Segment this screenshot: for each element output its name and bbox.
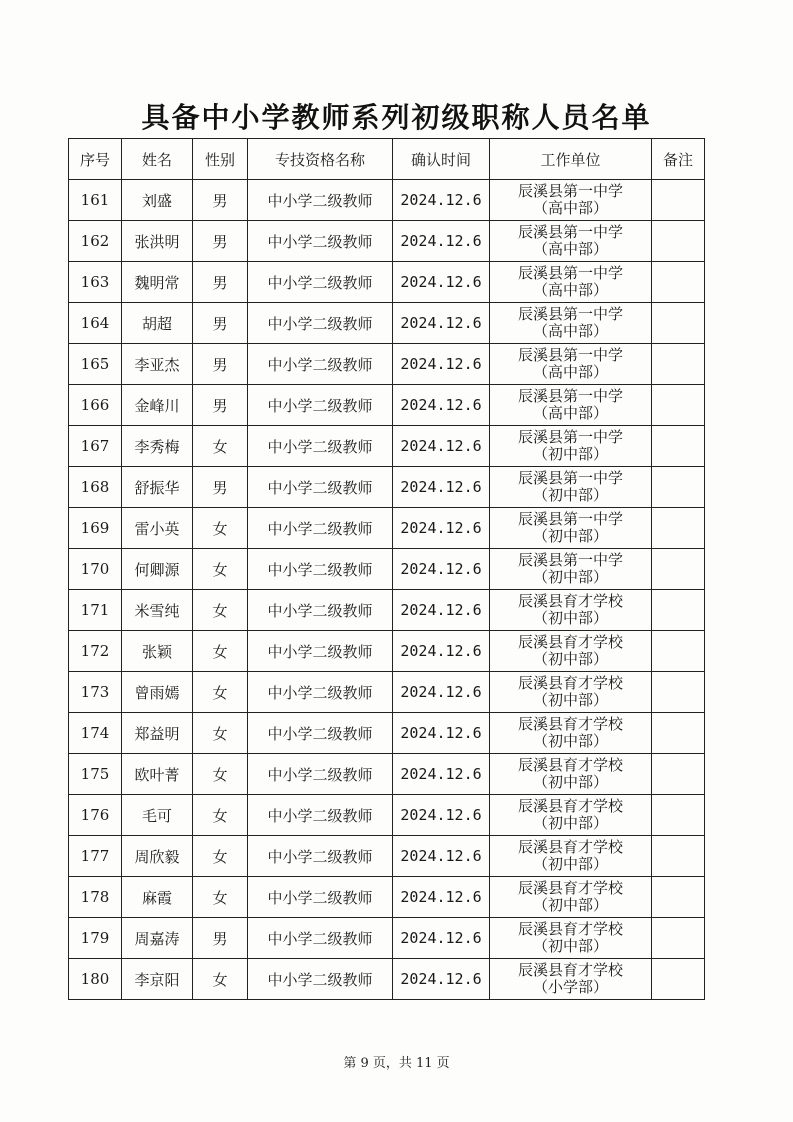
cell-note [652,385,705,426]
unit-school: 辰溪县第一中学 [517,264,623,282]
cell-name: 周欣毅 [122,836,193,877]
cell-qualification: 中小学二级教师 [248,508,393,549]
cell-note [652,221,705,262]
header-name: 姓名 [122,139,193,180]
cell-note [652,877,705,918]
cell-unit [490,508,652,549]
unit-division: （初中部） [532,609,608,627]
unit-school: 辰溪县育才学校 [517,674,623,692]
cell-no: 176 [69,795,122,836]
unit-division: （初中部） [532,855,608,873]
page-title: 具备中小学教师系列初级职称人员名单 [141,101,652,134]
unit-school: 辰溪县育才学校 [517,715,623,733]
cell-no: 161 [69,180,122,221]
cell-sex: 男 [193,385,248,426]
unit-division: （小学部） [532,978,608,996]
cell-note [652,836,705,877]
unit-division: （初中部） [532,568,608,586]
cell-sex: 女 [193,713,248,754]
cell-date: 2024.12.6 [393,713,490,754]
cell-date: 2024.12.6 [393,385,490,426]
table-row [69,672,705,713]
cell-sex: 女 [193,836,248,877]
cell-date: 2024.12.6 [393,795,490,836]
cell-qualification: 中小学二级教师 [248,590,393,631]
cell-date: 2024.12.6 [393,467,490,508]
unit-school: 辰溪县第一中学 [517,387,623,405]
cell-sex: 女 [193,795,248,836]
cell-qualification: 中小学二级教师 [248,385,393,426]
cell-sex: 女 [193,549,248,590]
unit-division: （高中部） [532,322,608,340]
cell-qualification: 中小学二级教师 [248,754,393,795]
cell-name: 米雪纯 [122,590,193,631]
unit-school: 辰溪县育才学校 [517,592,623,610]
table-row [69,959,705,1000]
unit-division: （初中部） [532,732,608,750]
cell-unit [490,631,652,672]
unit-division: （高中部） [532,404,608,422]
cell-qualification: 中小学二级教师 [248,344,393,385]
cell-name: 李秀梅 [122,426,193,467]
unit-division: （初中部） [532,896,608,914]
cell-date: 2024.12.6 [393,262,490,303]
cell-no: 171 [69,590,122,631]
cell-note [652,754,705,795]
cell-unit [490,836,652,877]
cell-note [652,549,705,590]
cell-name: 李京阳 [122,959,193,1000]
unit-school: 辰溪县第一中学 [517,428,623,446]
cell-name: 雷小英 [122,508,193,549]
cell-no: 170 [69,549,122,590]
unit-school: 辰溪县第一中学 [517,469,623,487]
cell-date: 2024.12.6 [393,180,490,221]
cell-qualification: 中小学二级教师 [248,180,393,221]
cell-sex: 女 [193,631,248,672]
table-row [69,631,705,672]
cell-no: 162 [69,221,122,262]
cell-qualification: 中小学二级教师 [248,221,393,262]
unit-division: （高中部） [532,363,608,381]
header-qualification: 专技资格名称 [248,139,393,180]
cell-qualification: 中小学二级教师 [248,713,393,754]
cell-sex: 女 [193,877,248,918]
cell-date: 2024.12.6 [393,672,490,713]
cell-sex: 女 [193,754,248,795]
unit-division: （初中部） [532,691,608,709]
cell-name: 曾雨嫣 [122,672,193,713]
unit-school: 辰溪县育才学校 [517,797,623,815]
cell-sex: 男 [193,221,248,262]
table-row [69,221,705,262]
cell-date: 2024.12.6 [393,877,490,918]
cell-unit [490,303,652,344]
cell-qualification: 中小学二级教师 [248,549,393,590]
cell-note [652,180,705,221]
unit-school: 辰溪县育才学校 [517,838,623,856]
cell-name: 李亚杰 [122,344,193,385]
unit-division: （高中部） [532,281,608,299]
cell-sex: 男 [193,467,248,508]
cell-no: 168 [69,467,122,508]
unit-school: 辰溪县第一中学 [517,305,623,323]
cell-qualification: 中小学二级教师 [248,631,393,672]
table-row [69,713,705,754]
cell-unit [490,549,652,590]
cell-sex: 女 [193,508,248,549]
cell-no: 172 [69,631,122,672]
cell-no: 174 [69,713,122,754]
cell-qualification: 中小学二级教师 [248,426,393,467]
cell-qualification: 中小学二级教师 [248,467,393,508]
cell-unit [490,713,652,754]
cell-name: 郑益明 [122,713,193,754]
cell-unit [490,959,652,1000]
cell-qualification: 中小学二级教师 [248,795,393,836]
cell-date: 2024.12.6 [393,631,490,672]
cell-no: 164 [69,303,122,344]
cell-name: 金峰川 [122,385,193,426]
cell-note [652,590,705,631]
cell-note [652,672,705,713]
cell-sex: 男 [193,180,248,221]
table-row [69,549,705,590]
cell-note [652,918,705,959]
cell-no: 169 [69,508,122,549]
roster-table [68,138,705,1000]
unit-division: （初中部） [532,486,608,504]
cell-date: 2024.12.6 [393,836,490,877]
table-row [69,877,705,918]
unit-school: 辰溪县第一中学 [517,346,623,364]
unit-school: 辰溪县育才学校 [517,961,623,979]
page-footer: 第 9 页，共 11 页 [343,1056,450,1071]
table-row [69,426,705,467]
cell-name: 周嘉涛 [122,918,193,959]
cell-unit [490,344,652,385]
cell-note [652,262,705,303]
table-row [69,918,705,959]
table-row [69,836,705,877]
cell-qualification: 中小学二级教师 [248,303,393,344]
cell-note [652,631,705,672]
cell-unit [490,672,652,713]
cell-note [652,508,705,549]
cell-no: 167 [69,426,122,467]
cell-unit [490,221,652,262]
cell-unit [490,795,652,836]
table-row [69,508,705,549]
table-row [69,262,705,303]
cell-name: 刘盛 [122,180,193,221]
cell-note [652,959,705,1000]
header-no: 序号 [69,139,122,180]
unit-school: 辰溪县第一中学 [517,223,623,241]
cell-unit [490,754,652,795]
cell-note [652,713,705,754]
cell-note [652,426,705,467]
cell-sex: 男 [193,344,248,385]
cell-unit [490,590,652,631]
table-row [69,754,705,795]
unit-school: 辰溪县育才学校 [517,756,623,774]
header-sex: 性别 [193,139,248,180]
cell-name: 胡超 [122,303,193,344]
cell-unit [490,426,652,467]
cell-sex: 女 [193,590,248,631]
table-row [69,303,705,344]
cell-qualification: 中小学二级教师 [248,836,393,877]
unit-division: （初中部） [532,650,608,668]
cell-unit [490,385,652,426]
cell-unit [490,467,652,508]
header-unit: 工作单位 [490,139,652,180]
table-row [69,590,705,631]
table-body [69,180,705,1000]
header-note: 备注 [652,139,705,180]
cell-sex: 女 [193,672,248,713]
cell-note [652,303,705,344]
cell-note [652,795,705,836]
cell-qualification: 中小学二级教师 [248,959,393,1000]
cell-name: 何卿源 [122,549,193,590]
unit-division: （初中部） [532,814,608,832]
cell-name: 毛可 [122,795,193,836]
cell-name: 张颖 [122,631,193,672]
cell-name: 张洪明 [122,221,193,262]
cell-unit [490,262,652,303]
unit-school: 辰溪县第一中学 [517,551,623,569]
unit-school: 辰溪县第一中学 [517,510,623,528]
cell-no: 175 [69,754,122,795]
cell-sex: 男 [193,262,248,303]
unit-school: 辰溪县育才学校 [517,633,623,651]
cell-qualification: 中小学二级教师 [248,672,393,713]
table-row [69,795,705,836]
cell-date: 2024.12.6 [393,754,490,795]
cell-no: 163 [69,262,122,303]
cell-name: 魏明常 [122,262,193,303]
cell-no: 179 [69,918,122,959]
cell-sex: 女 [193,426,248,467]
unit-school: 辰溪县育才学校 [517,879,623,897]
cell-note [652,344,705,385]
table-row [69,467,705,508]
cell-date: 2024.12.6 [393,303,490,344]
cell-qualification: 中小学二级教师 [248,262,393,303]
cell-no: 178 [69,877,122,918]
cell-sex: 男 [193,918,248,959]
cell-name: 欧叶菁 [122,754,193,795]
cell-no: 177 [69,836,122,877]
table-row [69,385,705,426]
cell-name: 麻霞 [122,877,193,918]
unit-division: （初中部） [532,445,608,463]
cell-sex: 女 [193,959,248,1000]
cell-no: 173 [69,672,122,713]
cell-sex: 男 [193,303,248,344]
unit-division: （高中部） [532,199,608,217]
header-date: 确认时间 [393,139,490,180]
cell-date: 2024.12.6 [393,426,490,467]
cell-note [652,467,705,508]
table-row [69,180,705,221]
unit-division: （初中部） [532,527,608,545]
header-row [69,139,705,180]
cell-no: 166 [69,385,122,426]
unit-school: 辰溪县育才学校 [517,920,623,938]
unit-school: 辰溪县第一中学 [517,182,623,200]
cell-unit [490,180,652,221]
unit-division: （高中部） [532,240,608,258]
unit-division: （初中部） [532,773,608,791]
unit-division: （初中部） [532,937,608,955]
cell-date: 2024.12.6 [393,918,490,959]
cell-qualification: 中小学二级教师 [248,918,393,959]
cell-unit [490,877,652,918]
cell-date: 2024.12.6 [393,549,490,590]
cell-qualification: 中小学二级教师 [248,877,393,918]
cell-no: 180 [69,959,122,1000]
cell-unit [490,918,652,959]
cell-date: 2024.12.6 [393,344,490,385]
cell-date: 2024.12.6 [393,590,490,631]
cell-date: 2024.12.6 [393,508,490,549]
cell-date: 2024.12.6 [393,959,490,1000]
cell-date: 2024.12.6 [393,221,490,262]
table-row [69,344,705,385]
table-header [69,139,705,180]
cell-name: 舒振华 [122,467,193,508]
cell-no: 165 [69,344,122,385]
